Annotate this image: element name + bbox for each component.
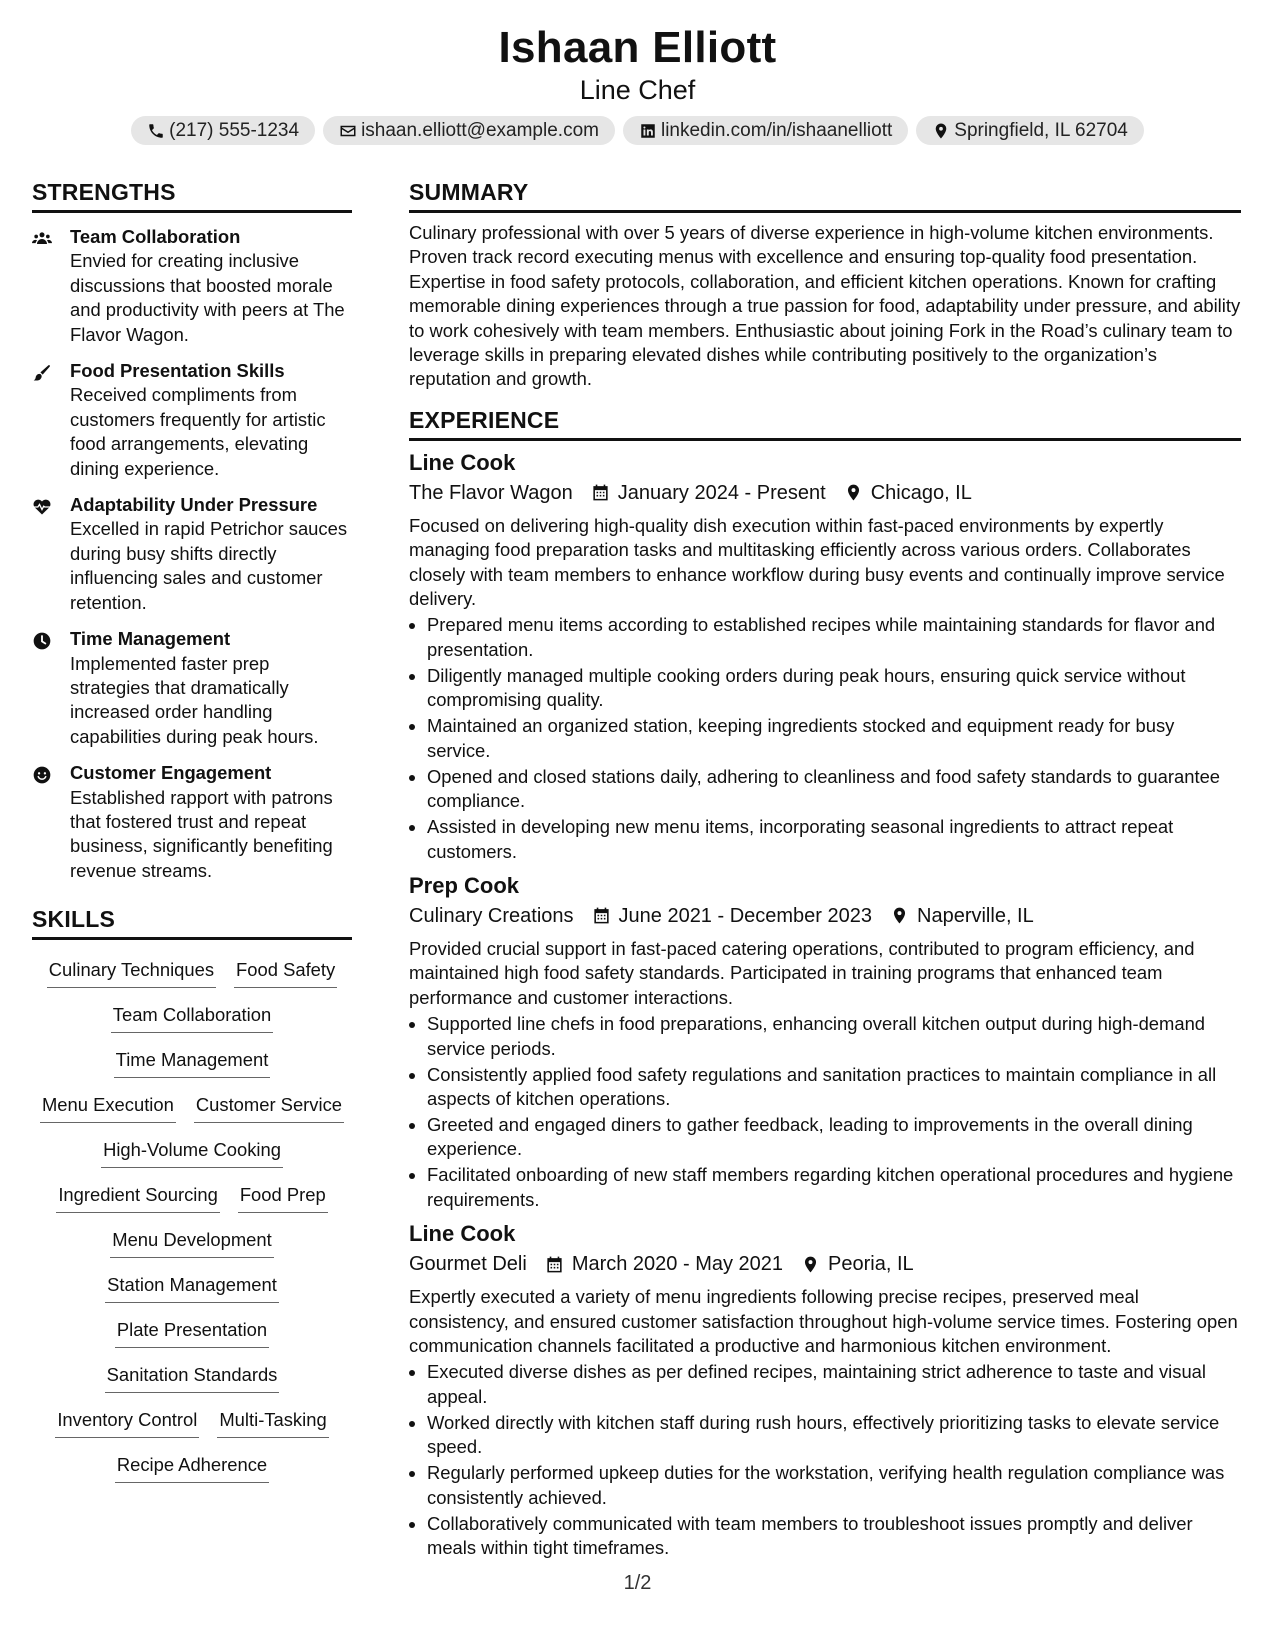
contact-email[interactable] [323,116,615,145]
skill-tag: Multi-Tasking [217,1408,328,1438]
strength-item [32,761,352,883]
strength-item [32,627,352,749]
resume-header [0,22,1275,145]
heartbeat-icon [32,497,52,517]
job-bullets [409,613,1241,863]
strength-title: Customer Engagement [70,762,272,784]
job-bullet: • Prepared menu items according to established recipes while maintaining standards for flavor and presentation. [427,613,1241,662]
job-bullet: • Supported line chefs in food preparations, enhancing overall kitchen output during high-demand service periods. [427,1012,1241,1061]
job-bullet: • Diligently managed multiple cooking orders during peak hours, ensuring quick service without compromising quality. [427,664,1241,713]
job-bullet: • Executed diverse dishes as per defined recipes, maintaining strict adherence to taste and visual appeal. [427,1360,1241,1409]
summary-divider [409,210,1241,213]
skill-tag: Sanitation Standards [105,1363,280,1393]
contact-location-text: Springfield, IL 62704 [954,119,1128,141]
job-entry [409,449,1241,864]
envelope-icon [339,122,357,140]
strength-item [32,359,352,481]
job-dates: March 2020 - May 2021 [571,1253,784,1276]
job-dates: June 2021 - December 2023 [618,904,873,927]
strength-item [32,225,352,347]
skill-tag: Ingredient Sourcing [56,1183,220,1213]
strength-title: Team Collaboration [70,226,241,247]
job-bullet: • Assisted in developing new menu items, incorporating seasonal ingredients to attract repeat customers. [427,815,1241,864]
job-meta [409,480,1241,506]
phone-icon [147,122,165,140]
job-bullets [409,1012,1241,1212]
summary-heading: SUMMARY [409,179,529,205]
skill-tag: Food Prep [238,1183,328,1213]
contact-location [916,116,1144,145]
contact-bar [0,116,1275,145]
experience-heading: EXPERIENCE [409,406,560,433]
skill-tag: Culinary Techniques [47,958,216,988]
strength-text: Implemented faster prep strategies that dramatically increased order handling capabilities during peak hours. [70,652,319,747]
strength-item [32,493,352,615]
job-company: Gourmet Deli [409,1253,527,1276]
calendar-icon [591,483,610,502]
job-title: Line Cook [409,449,516,475]
job-meta [409,903,1241,929]
job-bullet: • Collaboratively communicated with team members to troubleshoot issues promptly and deliver meals within tight timeframes. [427,1512,1241,1561]
job-bullet: • Regularly performed upkeep duties for the workstation, verifying health regulation compliance was consistently achieved. [427,1461,1241,1510]
strength-text: Established rapport with patrons that fostered trust and repeat business, significantly benefiting revenue streams. [70,786,333,881]
skill-tag: Time Management [114,1048,271,1078]
job-entry [409,1220,1241,1560]
strength-text: Envied for creating inclusive discussions that boosted morale and productivity with peers at The Flavor Wagon. [70,250,345,345]
job-bullet: • Greeted and engaged diners to gather feedback, leading to improvements in the overall dining experience. [427,1113,1241,1162]
job-company: The Flavor Wagon [409,481,573,504]
skills-heading: SKILLS [32,906,115,933]
calendar-icon [545,1255,564,1274]
strengths-heading: STRENGTHS [32,179,176,205]
job-title: Line Cook [409,1221,516,1247]
job-bullets [409,1360,1241,1560]
job-title: Prep Cook [409,872,520,898]
job-bullet: • Maintained an organized station, keeping ingredients stocked and equipment ready for busy service. [427,714,1241,763]
skill-tag: Menu Execution [40,1093,176,1123]
contact-phone[interactable] [131,116,315,145]
right-column [409,178,1241,1562]
contact-email-text: ishaan.elliott@example.com [361,119,599,141]
job-bullet: • Worked directly with kitchen staff during rush hours, effectively prioritizing tasks to elevate service speed. [427,1411,1241,1460]
skill-tag: Inventory Control [55,1408,199,1438]
map-pin-icon [844,483,863,502]
strength-text: Received compliments from customers frequently for artistic food arrangements, elevating dining experience. [70,384,326,479]
map-pin-icon [932,122,950,140]
left-column [32,178,352,1490]
skills-divider [32,937,352,940]
smile-icon [32,765,52,785]
contact-linkedin[interactable] [623,116,908,145]
experience-divider [409,438,1241,441]
candidate-title: Line Chef [579,75,696,105]
brush-icon [32,363,52,383]
candidate-name: Ishaan Elliott [498,23,777,72]
job-dates: January 2024 - Present [617,481,826,504]
job-entry [409,872,1241,1212]
clock-icon [32,631,52,651]
page-number: 1/2 [623,1572,652,1594]
skill-tag: Customer Service [194,1093,344,1123]
job-description: Provided crucial support in fast-paced catering operations, contributed to program efficiency, and maintained high food safety standards. Participated in training programs that enhanced team performance and customer interactions. [409,937,1195,1008]
skill-tag: Plate Presentation [115,1318,269,1348]
job-description: Expertly executed a variety of menu ingredients following precise recipes, preserved meal consistency, and ensured customer satisfaction throughout high-volume service times. Fostering open communication channels facilitated a productive and harmonious kitchen environment. [409,1286,1238,1356]
skill-tag: Station Management [105,1273,279,1303]
contact-phone-text: (217) 555-1234 [169,119,300,141]
job-company: Culinary Creations [409,904,574,927]
strengths-divider [32,210,352,213]
skill-tag: Team Collaboration [111,1003,273,1033]
job-location: Naperville, IL [917,904,1034,927]
strength-title: Time Management [70,628,231,650]
job-location: Peoria, IL [828,1253,914,1276]
strength-title: Adaptability Under Pressure [70,494,318,516]
job-bullet: • Opened and closed stations daily, adhering to cleanliness and food safety standards to guarantee compliance. [427,765,1241,814]
skill-tag: High-Volume Cooking [101,1138,283,1168]
users-icon [32,229,52,249]
summary-text: Culinary professional with over 5 years of diverse experience in high-volume kitchen environments. Proven track record executing menus with excellence and ensuring top-quality food presentation. Expertise in food safety protocols, collaboration, and efficient kitchen operations. Known for crafting memorable dining experiences through a true passion for food, adaptability under pressure, and ability to work cohesively with team members. Enthusiastic about joining Fork in the Road’s culinary team to leverage skills in preparing elevated dishes while contributing positively to the organization’s reputation and growth. [409,222,1241,390]
strength-text: Excelled in rapid Petrichor sauces during busy shifts directly influencing sales and customer retention. [70,518,348,613]
job-bullet: • Consistently applied food safety regulations and sanitation practices to maintain compliance in all aspects of kitchen operations. [427,1063,1241,1112]
job-description: Focused on delivering high-quality dish execution within fast-paced environments by expertly managing food preparation tasks and multitasking efficiently across various orders. Collaborates closely with team members to enhance workflow during busy events and continually improve service delivery. [409,514,1225,610]
linkedin-icon [639,122,657,140]
skill-tag: Menu Development [110,1228,273,1258]
skill-tag: Recipe Adherence [115,1453,269,1483]
job-bullet: • Facilitated onboarding of new staff members regarding kitchen operational procedures and hygiene requirements. [427,1163,1241,1212]
job-meta [409,1251,1241,1277]
strength-title: Food Presentation Skills [70,360,285,382]
skills-list [32,950,352,1490]
contact-linkedin-text: linkedin.com/in/ishaanelliott [660,119,893,141]
map-pin-icon [890,906,909,925]
calendar-icon [592,906,611,925]
map-pin-icon [801,1255,820,1274]
job-location: Chicago, IL [870,481,972,504]
skill-tag: Food Safety [234,958,337,988]
